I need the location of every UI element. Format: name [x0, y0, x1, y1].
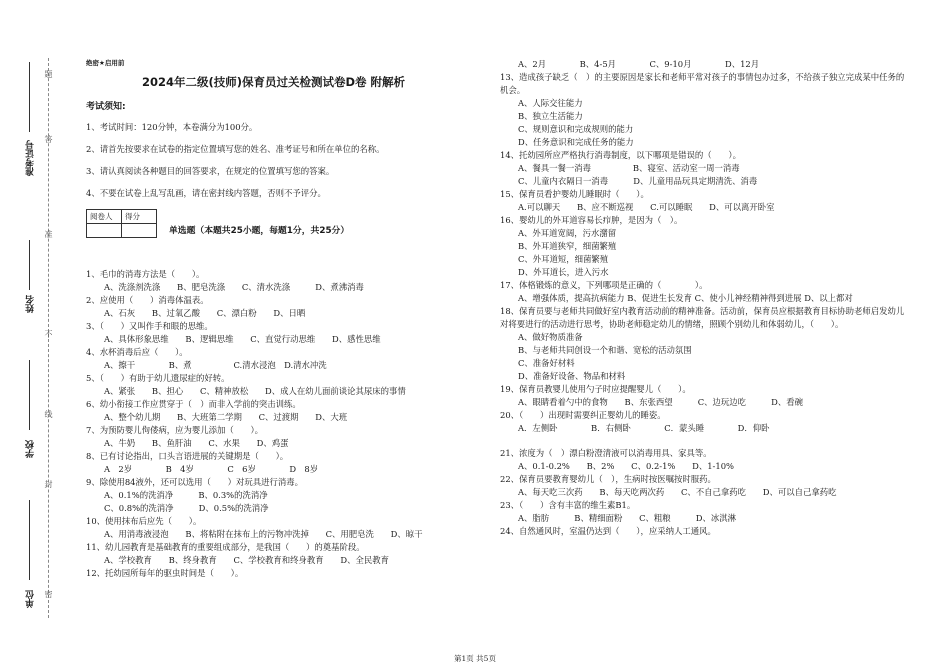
question-options: A、0.1-0.2% B、2% C、0.2-1% D、1-10% — [518, 461, 734, 471]
name-line — [29, 240, 30, 290]
question-text: 9、除使用84液外，还可以选用（ ）对玩具进行消毒。 — [86, 477, 303, 487]
question-text: 15、保育员看护婴幼儿睡眠时（ ）。 — [500, 189, 649, 199]
question-text: 23、（ ）含有丰富的维生素B1。 — [500, 500, 636, 510]
question-text: 3、（ ）又叫作手和眼的思维。 — [86, 321, 213, 331]
question-item — [86, 515, 461, 541]
question-options: A、餐具一餐一消毒 B、寝室、活动室一周一消毒 C、儿童内衣隔日一消毒 D、儿童用品玩具定期清洗、消毒 — [518, 163, 758, 186]
question-options: A、人际交往能力 B、独立生活能力 C、规则意识和完成规则的能力 D、任务意识和完成任务的能力 — [518, 98, 634, 147]
seal-char: 密 — [44, 590, 53, 598]
question-text: 6、幼小衔接工作应贯穿于（ ）而非入学前的突击训练。 — [86, 399, 301, 409]
score-cell: 得分 — [122, 210, 157, 224]
question-item — [86, 346, 461, 372]
name-label: 姓名 — [26, 295, 36, 313]
unit-label: 单位 — [26, 590, 36, 608]
notice-item: 1、考试时间：120分钟，本卷满分为100分。 — [86, 122, 258, 132]
question-options: A、牛奶 B、鱼肝油 C、水果 D、鸡蛋 — [104, 438, 289, 448]
score-input-cell[interactable] — [122, 224, 157, 238]
question-item — [500, 383, 910, 409]
question-options: A、增强体质，提高抗病能力 B、促进生长发育 C、使小儿神经精神得到进展 D、以上都对 — [518, 293, 853, 303]
question-text: 1、毛巾的消毒方法是（ ）。 — [86, 269, 205, 279]
question-list-right — [500, 58, 910, 538]
question-list-left — [86, 268, 461, 580]
binding-strip — [0, 0, 66, 671]
section-title: 单选题（本题共25小题，每题1分，共25分） — [169, 226, 350, 236]
question-text: 11、幼儿园教育是基础教育的重要组成部分，是我国（ ）的奠基阶段。 — [86, 542, 365, 552]
question-item — [86, 294, 461, 320]
school-line — [29, 360, 30, 430]
seal-char: 题 — [44, 70, 53, 78]
question-item — [500, 525, 910, 538]
question-item — [86, 424, 461, 450]
school-label: 学校 — [26, 440, 36, 458]
question-item — [500, 305, 910, 383]
seal-char: 封 — [44, 480, 53, 488]
question-item — [86, 567, 461, 580]
question-options: A、脂肪 B、精细面粉 C、粗粮 D、冰淇淋 — [518, 513, 736, 523]
question-item — [86, 541, 461, 567]
question-options: A、擦干 B、煮 C.清水浸泡 D.清水冲洗 — [104, 360, 327, 370]
question-item — [500, 188, 910, 214]
grader-input-cell[interactable] — [87, 224, 122, 238]
question-text: 7、为预防婴儿佝偻病，应为婴儿添加（ ）。 — [86, 425, 264, 435]
question-item — [500, 149, 910, 188]
question-item — [500, 58, 910, 71]
question-options: A、整个幼儿期 B、大班第二学期 C、过渡期 D、大班 — [104, 412, 348, 422]
exam-number-line — [29, 62, 30, 132]
question-item — [500, 409, 910, 435]
question-text: 19、保育员教婴儿使用勺子时应提醒婴儿（ ）。 — [500, 384, 691, 394]
question-options: A、石灰 B、过氧乙酸 C、漂白粉 D、日晒 — [104, 308, 306, 318]
question-item — [500, 499, 910, 525]
seal-char: 准 — [44, 230, 53, 238]
question-text: 21、浓度为（ ）漂白粉澄清液可以消毒用具、家具等。 — [500, 448, 712, 458]
question-item — [86, 320, 461, 346]
question-options: A、用消毒液浸泡 B、将粘附在抹布上的污物冲洗掉 C、用肥皂洗 D、晾干 — [104, 529, 423, 539]
question-item — [86, 450, 461, 476]
question-item — [86, 372, 461, 398]
question-text: 18、保育员要与老师共同做好室内教育活动前的精神准备。活动前，保育员应根据教育目标协助老师启发幼儿对将要进行的活动进行思考，协助老师稳定幼儿的情绪，照顾个别幼儿和体弱幼儿，（ ）。 — [500, 306, 905, 329]
question-options: A、紧张 B、担心 C、精神放松 D、成人在幼儿面前谈论其尿床的事情 — [104, 386, 406, 396]
notice-list — [86, 121, 461, 199]
question-item — [86, 398, 461, 424]
question-options: A、0.1%的洗消净 B、0.3%的洗消净 C、0.8%的洗消净 D、0.5%的洗消净 — [104, 490, 269, 513]
question-options: A 2岁 B 4岁 C 6岁 D 8岁 — [104, 464, 319, 474]
grader-cell: 阅卷人 — [87, 210, 122, 224]
question-text: 8、已有讨论指出，口头言语进展的关键期是（ ）。 — [86, 451, 289, 461]
question-options: A、洗涤剂洗涤 B、肥皂洗涤 C、清水洗涤 D、煮沸消毒 — [104, 282, 364, 292]
secret-mark: 绝密★启用前 — [86, 59, 125, 67]
exam-number-label: 准考证号 — [26, 140, 36, 176]
question-item — [500, 279, 910, 305]
question-text: 24、自然通风时，室温仍达到（ ），应采纳人工通风。 — [500, 526, 716, 536]
question-options: A、每天吃三次药 B、每天吃两次药 C、不自己拿药吃 D、可以自己拿药吃 — [518, 487, 837, 497]
question-options: A、做好物质准备 B、与老师共同创设一个和谐、宽松的活动氛围 C、准备好材料 D、准备好设备、物品和材料 — [518, 332, 692, 381]
page-title: 2024年二级(技师)保育员过关检测试卷D卷 附解析 — [141, 75, 406, 89]
question-options: A.可以聊天 B、应不断巡视 C.可以睡眠 D、可以离开卧室 — [518, 202, 775, 212]
question-text: 22、保育员要教育婴幼儿（ ），生病时按医嘱按时服药。 — [500, 474, 716, 484]
question-text: 4、水杯消毒后应（ ）。 — [86, 347, 188, 357]
question-item — [86, 476, 461, 515]
notice-item: 4、不要在试卷上乱写乱画，请在密封线内答题，否则不予评分。 — [86, 188, 326, 198]
score-table — [86, 209, 157, 238]
question-item — [500, 214, 910, 279]
question-options: A、学校教育 B、终身教育 C、学校教育和终身教育 D、全民教育 — [104, 555, 389, 565]
left-column — [86, 58, 461, 580]
question-item — [500, 473, 910, 499]
notice-heading: 考试须知: — [86, 102, 126, 112]
question-text: 13、造成孩子缺乏（ ）的主要原因是家长和老师平常对孩子的事情包办过多，不给孩子独立完成某中任务的机会。 — [500, 72, 905, 95]
question-options: A、眼睛看着勺中的食物 B、东张西望 C、边玩边吃 D、看碗 — [518, 397, 803, 407]
question-text: 5、（ ）有助于幼儿遗尿症的好转。 — [86, 373, 230, 383]
question-text: 2、应使用（ ）消毒体温表。 — [86, 295, 209, 305]
question-text: 12、托幼园所每年的驱虫时间是（ ）。 — [86, 568, 244, 578]
question-item — [500, 447, 910, 473]
question-text: 17、体格锻炼的意义，下列哪项是正确的（ ）。 — [500, 280, 708, 290]
question-text: 16、婴幼儿的外耳道容易长疖肿，是因为（ ）。 — [500, 215, 683, 225]
section-header — [86, 209, 461, 238]
notice-item: 2、请首先按要求在试卷的指定位置填写您的姓名、准考证号和所在单位的名称。 — [86, 144, 385, 154]
question-options: A、2月 B、4-5月 C、9-10月 D、12月 — [518, 59, 760, 69]
notice-item: 3、请认真阅读各种题目的回答要求，在规定的位置填写您的答案。 — [86, 166, 335, 176]
question-text: 14、托幼园所应严格执行消毒制度，以下哪项是错误的（ ）。 — [500, 150, 741, 160]
question-options: A．左侧卧 B．右侧卧 C．蒙头睡 D．仰卧 — [518, 423, 770, 433]
seal-char: 线 — [44, 410, 53, 418]
question-text: 20、（ ）出现时需要纠正婴幼儿的睡姿。 — [500, 410, 666, 420]
seal-char: 不 — [44, 330, 53, 338]
page-footer: 第1页 共5页 — [454, 654, 496, 663]
question-text: 10、使用抹布后应先（ ）。 — [86, 516, 202, 526]
question-options: A、具体形象思维 B、逻辑思维 C、直觉行动思维 D、感性思维 — [104, 334, 381, 344]
unit-line — [29, 500, 30, 580]
question-item — [86, 268, 461, 294]
seal-char: 答 — [44, 135, 53, 143]
question-item — [500, 71, 910, 149]
question-options: A、外耳道宽阔，污水潴留 B、外耳道狭窄，细菌繁殖 C、外耳道短，细菌繁殖 D、外耳道长，进入污水 — [518, 228, 617, 277]
